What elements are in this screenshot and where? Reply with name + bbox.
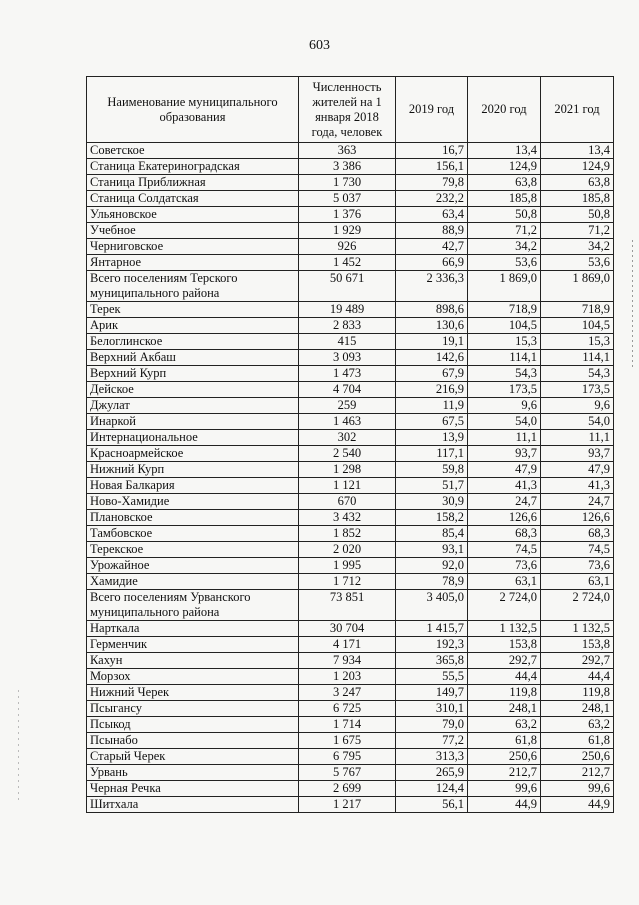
value-2020-cell: 126,6: [468, 510, 541, 526]
municipality-name-cell: Кахун: [87, 653, 299, 669]
value-2020-cell: 185,8: [468, 191, 541, 207]
value-2020-cell: 99,6: [468, 781, 541, 797]
population-cell: 3 093: [299, 350, 396, 366]
value-2020-cell: 1 132,5: [468, 621, 541, 637]
municipality-name-cell: Станица Приближная: [87, 175, 299, 191]
municipality-name-cell: Учебное: [87, 223, 299, 239]
population-cell: 30 704: [299, 621, 396, 637]
value-2020-cell: 119,8: [468, 685, 541, 701]
table-row: [87, 749, 614, 765]
value-2021-cell: 53,6: [541, 255, 614, 271]
value-2021-cell: 2 724,0: [541, 590, 614, 621]
population-cell: 3 247: [299, 685, 396, 701]
value-2020-cell: 173,5: [468, 382, 541, 398]
population-cell: 1 675: [299, 733, 396, 749]
table-total-row: [87, 271, 614, 302]
value-2021-cell: 63,2: [541, 717, 614, 733]
table-row: [87, 781, 614, 797]
value-2019-cell: 66,9: [396, 255, 468, 271]
municipality-name-cell: Новая Балкария: [87, 478, 299, 494]
value-2019-cell: 88,9: [396, 223, 468, 239]
population-cell: 1 452: [299, 255, 396, 271]
value-2019-cell: 19,1: [396, 334, 468, 350]
municipality-name-cell: Ново-Хамидие: [87, 494, 299, 510]
value-2020-cell: 68,3: [468, 526, 541, 542]
value-2020-cell: 15,3: [468, 334, 541, 350]
table-row: [87, 143, 614, 159]
header-population: Численность жителей на 1 января 2018 года, человек: [299, 77, 396, 143]
municipality-name-cell: Красноармейское: [87, 446, 299, 462]
value-2019-cell: 51,7: [396, 478, 468, 494]
value-2020-cell: 74,5: [468, 542, 541, 558]
table-row: [87, 382, 614, 398]
table-row: [87, 239, 614, 255]
municipality-name-cell: Терекское: [87, 542, 299, 558]
value-2019-cell: 2 336,3: [396, 271, 468, 302]
value-2021-cell: 44,9: [541, 797, 614, 813]
value-2019-cell: 42,7: [396, 239, 468, 255]
value-2020-cell: 63,1: [468, 574, 541, 590]
municipality-name-cell: Нижний Черек: [87, 685, 299, 701]
scan-margin-mark: [18, 690, 19, 800]
value-2021-cell: 54,3: [541, 366, 614, 382]
municipality-name-cell: Урожайное: [87, 558, 299, 574]
population-cell: 4 704: [299, 382, 396, 398]
value-2019-cell: 56,1: [396, 797, 468, 813]
table-row: [87, 685, 614, 701]
value-2020-cell: 124,9: [468, 159, 541, 175]
municipality-name-cell: Станица Солдатская: [87, 191, 299, 207]
value-2021-cell: 124,9: [541, 159, 614, 175]
value-2021-cell: 99,6: [541, 781, 614, 797]
value-2020-cell: 11,1: [468, 430, 541, 446]
municipality-name-cell: Псыкод: [87, 717, 299, 733]
value-2020-cell: 61,8: [468, 733, 541, 749]
value-2019-cell: 11,9: [396, 398, 468, 414]
value-2019-cell: 67,5: [396, 414, 468, 430]
municipality-name-cell: Черниговское: [87, 239, 299, 255]
population-cell: 1 473: [299, 366, 396, 382]
table-row: [87, 733, 614, 749]
population-cell: 1 995: [299, 558, 396, 574]
value-2019-cell: 79,0: [396, 717, 468, 733]
value-2020-cell: 153,8: [468, 637, 541, 653]
value-2019-cell: 216,9: [396, 382, 468, 398]
municipality-name-cell: Верхний Акбаш: [87, 350, 299, 366]
value-2021-cell: 34,2: [541, 239, 614, 255]
value-2020-cell: 718,9: [468, 302, 541, 318]
value-2019-cell: 898,6: [396, 302, 468, 318]
table-row: [87, 765, 614, 781]
value-2019-cell: 92,0: [396, 558, 468, 574]
value-2020-cell: 63,8: [468, 175, 541, 191]
municipality-name-cell: Верхний Курп: [87, 366, 299, 382]
value-2019-cell: 117,1: [396, 446, 468, 462]
value-2019-cell: 30,9: [396, 494, 468, 510]
value-2020-cell: 73,6: [468, 558, 541, 574]
population-cell: 5 037: [299, 191, 396, 207]
population-cell: 1 298: [299, 462, 396, 478]
value-2020-cell: 44,4: [468, 669, 541, 685]
municipality-name-cell: Урвань: [87, 765, 299, 781]
population-cell: 1 121: [299, 478, 396, 494]
table-row: [87, 653, 614, 669]
population-cell: 3 432: [299, 510, 396, 526]
value-2021-cell: 173,5: [541, 382, 614, 398]
table-row: [87, 574, 614, 590]
municipality-name-cell: Нарткала: [87, 621, 299, 637]
value-2021-cell: 212,7: [541, 765, 614, 781]
table-header-row: [87, 77, 614, 143]
table-row: [87, 526, 614, 542]
population-cell: 19 489: [299, 302, 396, 318]
table-row: [87, 446, 614, 462]
municipality-name-cell: Дейское: [87, 382, 299, 398]
value-2019-cell: 77,2: [396, 733, 468, 749]
value-2020-cell: 53,6: [468, 255, 541, 271]
value-2021-cell: 250,6: [541, 749, 614, 765]
population-cell: 1 217: [299, 797, 396, 813]
value-2019-cell: 313,3: [396, 749, 468, 765]
table-row: [87, 207, 614, 223]
municipality-name-cell: Интернациональное: [87, 430, 299, 446]
value-2019-cell: 79,8: [396, 175, 468, 191]
population-cell: 50 671: [299, 271, 396, 302]
value-2021-cell: 63,8: [541, 175, 614, 191]
value-2019-cell: 63,4: [396, 207, 468, 223]
value-2020-cell: 71,2: [468, 223, 541, 239]
table-row: [87, 430, 614, 446]
table-row: [87, 366, 614, 382]
header-year-2020: 2020 год: [468, 77, 541, 143]
value-2019-cell: 124,4: [396, 781, 468, 797]
value-2021-cell: 63,1: [541, 574, 614, 590]
value-2020-cell: 114,1: [468, 350, 541, 366]
value-2021-cell: 104,5: [541, 318, 614, 334]
value-2021-cell: 24,7: [541, 494, 614, 510]
population-cell: 6 725: [299, 701, 396, 717]
population-cell: 2 540: [299, 446, 396, 462]
municipality-name-cell: Терек: [87, 302, 299, 318]
population-cell: 259: [299, 398, 396, 414]
value-2021-cell: 13,4: [541, 143, 614, 159]
value-2020-cell: 248,1: [468, 701, 541, 717]
table-body: [87, 143, 614, 813]
municipality-name-cell: Ульяновское: [87, 207, 299, 223]
value-2021-cell: 1 869,0: [541, 271, 614, 302]
value-2020-cell: 9,6: [468, 398, 541, 414]
municipality-name-cell: Псынабо: [87, 733, 299, 749]
value-2019-cell: 78,9: [396, 574, 468, 590]
value-2020-cell: 54,3: [468, 366, 541, 382]
municipality-name-cell: Шитхала: [87, 797, 299, 813]
value-2021-cell: 68,3: [541, 526, 614, 542]
value-2021-cell: 114,1: [541, 350, 614, 366]
value-2019-cell: 67,9: [396, 366, 468, 382]
value-2020-cell: 44,9: [468, 797, 541, 813]
population-cell: 415: [299, 334, 396, 350]
population-cell: 5 767: [299, 765, 396, 781]
value-2021-cell: 15,3: [541, 334, 614, 350]
value-2021-cell: 248,1: [541, 701, 614, 717]
table-row: [87, 621, 614, 637]
table-row: [87, 350, 614, 366]
value-2019-cell: 3 405,0: [396, 590, 468, 621]
value-2020-cell: 104,5: [468, 318, 541, 334]
table-row: [87, 510, 614, 526]
value-2019-cell: 142,6: [396, 350, 468, 366]
table-row: [87, 334, 614, 350]
population-cell: 302: [299, 430, 396, 446]
value-2019-cell: 85,4: [396, 526, 468, 542]
allocation-table: [86, 76, 614, 813]
table-row: [87, 302, 614, 318]
table-row: [87, 191, 614, 207]
population-cell: 6 795: [299, 749, 396, 765]
population-cell: 926: [299, 239, 396, 255]
value-2020-cell: 1 869,0: [468, 271, 541, 302]
value-2019-cell: 158,2: [396, 510, 468, 526]
value-2020-cell: 2 724,0: [468, 590, 541, 621]
value-2019-cell: 93,1: [396, 542, 468, 558]
value-2019-cell: 13,9: [396, 430, 468, 446]
value-2020-cell: 13,4: [468, 143, 541, 159]
population-cell: 1 714: [299, 717, 396, 733]
population-cell: 1 730: [299, 175, 396, 191]
value-2021-cell: 119,8: [541, 685, 614, 701]
value-2021-cell: 153,8: [541, 637, 614, 653]
value-2021-cell: 73,6: [541, 558, 614, 574]
table-row: [87, 637, 614, 653]
table-row: [87, 398, 614, 414]
population-cell: 3 386: [299, 159, 396, 175]
page-number: 603: [309, 38, 330, 53]
table-row: [87, 175, 614, 191]
table-total-row: [87, 590, 614, 621]
municipality-name-cell: Хамидие: [87, 574, 299, 590]
value-2021-cell: 47,9: [541, 462, 614, 478]
municipality-name-cell: Всего поселениям Терского муниципального района: [87, 271, 299, 302]
header-year-2021: 2021 год: [541, 77, 614, 143]
value-2020-cell: 34,2: [468, 239, 541, 255]
value-2019-cell: 156,1: [396, 159, 468, 175]
municipality-name-cell: Морзох: [87, 669, 299, 685]
municipality-name-cell: Черная Речка: [87, 781, 299, 797]
value-2019-cell: 232,2: [396, 191, 468, 207]
population-cell: 7 934: [299, 653, 396, 669]
scan-margin-mark: [632, 240, 633, 370]
value-2021-cell: 93,7: [541, 446, 614, 462]
table-row: [87, 478, 614, 494]
population-cell: 2 699: [299, 781, 396, 797]
table-row: [87, 669, 614, 685]
value-2021-cell: 292,7: [541, 653, 614, 669]
municipality-name-cell: Янтарное: [87, 255, 299, 271]
header-year-2019: 2019 год: [396, 77, 468, 143]
table-row: [87, 255, 614, 271]
municipality-name-cell: Всего поселениям Урванского муниципального района: [87, 590, 299, 621]
value-2021-cell: 126,6: [541, 510, 614, 526]
value-2021-cell: 11,1: [541, 430, 614, 446]
value-2019-cell: 1 415,7: [396, 621, 468, 637]
value-2019-cell: 365,8: [396, 653, 468, 669]
table-row: [87, 542, 614, 558]
municipality-name-cell: Белоглинское: [87, 334, 299, 350]
municipality-name-cell: Герменчик: [87, 637, 299, 653]
population-cell: 2 020: [299, 542, 396, 558]
population-cell: 1 376: [299, 207, 396, 223]
population-cell: 363: [299, 143, 396, 159]
municipality-name-cell: Арик: [87, 318, 299, 334]
value-2019-cell: 149,7: [396, 685, 468, 701]
value-2019-cell: 192,3: [396, 637, 468, 653]
population-cell: 2 833: [299, 318, 396, 334]
table-row: [87, 494, 614, 510]
value-2019-cell: 265,9: [396, 765, 468, 781]
value-2019-cell: 130,6: [396, 318, 468, 334]
table-row: [87, 701, 614, 717]
population-cell: 1 463: [299, 414, 396, 430]
population-cell: 1 203: [299, 669, 396, 685]
value-2021-cell: 718,9: [541, 302, 614, 318]
municipality-name-cell: Тамбовское: [87, 526, 299, 542]
table-row: [87, 717, 614, 733]
value-2021-cell: 185,8: [541, 191, 614, 207]
value-2020-cell: 292,7: [468, 653, 541, 669]
population-cell: 670: [299, 494, 396, 510]
table-row: [87, 462, 614, 478]
value-2019-cell: 16,7: [396, 143, 468, 159]
table-row: [87, 414, 614, 430]
value-2020-cell: 212,7: [468, 765, 541, 781]
value-2020-cell: 41,3: [468, 478, 541, 494]
municipality-name-cell: Старый Черек: [87, 749, 299, 765]
table-row: [87, 159, 614, 175]
municipality-name-cell: Инаркой: [87, 414, 299, 430]
municipality-name-cell: Советское: [87, 143, 299, 159]
value-2020-cell: 50,8: [468, 207, 541, 223]
municipality-name-cell: Станица Екатериноградская: [87, 159, 299, 175]
header-municipality-name: Наименование муниципального образования: [87, 77, 299, 143]
population-cell: 1 852: [299, 526, 396, 542]
municipality-name-cell: Плановское: [87, 510, 299, 526]
population-cell: 73 851: [299, 590, 396, 621]
table-row: [87, 318, 614, 334]
table-row: [87, 558, 614, 574]
municipality-name-cell: Джулат: [87, 398, 299, 414]
value-2020-cell: 250,6: [468, 749, 541, 765]
municipality-name-cell: Псыгансу: [87, 701, 299, 717]
population-cell: 4 171: [299, 637, 396, 653]
value-2020-cell: 47,9: [468, 462, 541, 478]
population-cell: 1 929: [299, 223, 396, 239]
value-2021-cell: 41,3: [541, 478, 614, 494]
value-2020-cell: 63,2: [468, 717, 541, 733]
value-2019-cell: 310,1: [396, 701, 468, 717]
value-2021-cell: 9,6: [541, 398, 614, 414]
municipality-name-cell: Нижний Курп: [87, 462, 299, 478]
value-2021-cell: 61,8: [541, 733, 614, 749]
value-2020-cell: 54,0: [468, 414, 541, 430]
population-cell: 1 712: [299, 574, 396, 590]
value-2020-cell: 24,7: [468, 494, 541, 510]
value-2021-cell: 1 132,5: [541, 621, 614, 637]
value-2021-cell: 54,0: [541, 414, 614, 430]
value-2020-cell: 93,7: [468, 446, 541, 462]
value-2021-cell: 71,2: [541, 223, 614, 239]
value-2021-cell: 74,5: [541, 542, 614, 558]
value-2021-cell: 44,4: [541, 669, 614, 685]
value-2019-cell: 59,8: [396, 462, 468, 478]
value-2019-cell: 55,5: [396, 669, 468, 685]
value-2021-cell: 50,8: [541, 207, 614, 223]
table-row: [87, 797, 614, 813]
table-row: [87, 223, 614, 239]
